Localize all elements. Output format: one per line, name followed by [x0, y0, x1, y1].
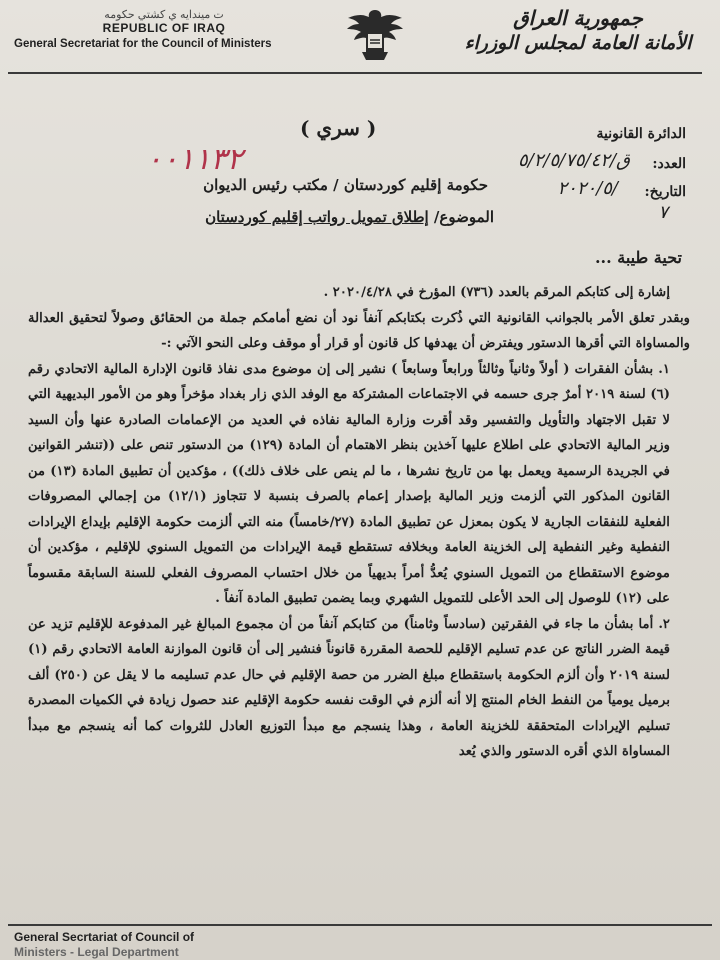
header-arabic: [458, 6, 698, 54]
body-paragraph-intro: وبقدر تعلق الأمر بالجوانب القانونية التي ذُكرت بكتابكم آنفاً نود أن نضع أمامكم جملة من الحقائق وصولاً لتحقيق العدالة والمساواة التي أقرها الدستور ويفترض أن يهدفها كل قانون أو قرار أو موقف وعلى النحو الآتي :-: [28, 310, 690, 351]
footer-line-1: General Secrtariat of Council of: [14, 930, 195, 944]
footer-line-2: Ministers - Legal Department: [14, 945, 179, 959]
number-value: ق/٥/٢/٥/٧٥/٤٢: [518, 150, 630, 171]
department-label: الدائرة القانونية: [596, 126, 686, 142]
body-paragraph-ref: إشارة إلى كتابكم المرقم بالعدد (٧٣٦) المؤرخ في ٢٠٢٠/٤/٢٨ .: [323, 285, 670, 300]
date-handwritten-mark: ٧: [658, 202, 668, 223]
subject-line: [205, 208, 494, 226]
header-council-ar: الأمانة العامة لمجلس الوزراء: [464, 32, 692, 54]
header-divider: [8, 72, 702, 74]
body-paragraph-point-1: ١. بشأن الفقرات ( أولاً وثانياً وثالثاً ورابعاً وسابعاً ) نشير إلى إن موضوع مدى نفاذ قانون الإدارة المالية الاتحادي رقم (٦) لسنة ٢٠١٩ أمرٌ جرى حسمه في الاجتماعات المشتركة مع الوفد الذي زار بغداد مؤخراً وهو من الأمور البديهية التي لا تقبل الاجتهاد والتأويل والتفسير وقد أقرت وزارة المالية نفاذه في العديد من الإعمامات الصادرة عنها وأن السيد وزير المالية الاتحادي على اطلاع عليها آخذين بنظر الاهتمام أن المادة (١٢٩) من الدستور تنص على ((تنشر القوانين في الجريدة الرسمية ويعمل بها من تاريخ نشرها ، ما لم ينص على خلاف ذلك)) ، مؤكدين أن تطبيق المادة (١٣) من القانون المذكور التي ألزمت وزير المالية بإصدار إعمام بالصرف بنسبة لا تتجاوز (١٢/١) من إجمالي المصروفات الفعلية للنفقات الجارية لا يكون بمعزل عن تطبيق المادة (٢٧/خامساً) منه التي ألزمت حكومة الإقليم بإيداع الإيرادات النفطية وغير النفطية إلى الخزينة العامة وبخلافه تستقطع قيمة الإيرادات من التمويل السنوي للإقليم ، مؤكدين أن موضوع الاستقطاع من التمويل السنوي يُعدُّ أمراً بديهياً من خلال احتساب المصروف الفعلي للسنة السابقة مقسوماً على (١٢) للوصول إلى الحد الأعلى للتمويل الشهري وبما يضمن تطبيق المادة آنفاً .: [28, 361, 670, 606]
iraq-eagle-emblem-icon: [340, 4, 410, 66]
header-kurdish-line: ت ميندايه ي كشتي حكومه: [104, 9, 224, 21]
letter-body: [28, 280, 690, 765]
red-stamp-number: ٠٠١١٣٢: [146, 142, 243, 177]
addressee: حكومة إقليم كوردستان / مكتب رئيس الديوان: [203, 176, 488, 194]
header-republic-en: REPUBLIC OF IRAQ: [102, 21, 226, 35]
greeting: تحية طيبة ...: [594, 248, 682, 267]
number-label: العدد:: [652, 156, 686, 172]
body-paragraph-point-2: ٢. أما بشأن ما جاء في الفقرتين (سادساً وثامناً) من كتابكم آنفاً من أن مجموع المبالغ غير المدفوعة للإقليم تزيد عن قيمة الضرر الناتج عن عدم تسليم الإقليم للحصة المقررة قانوناً فنشير إلى أن قانون الموازنة العامة الاتحادي رقم (١) لسنة ٢٠١٩ وأن ألزم الحكومة باستقطاع مبلغ الضرر من حصة الإقليم في حال عدم تسليمه ما لا يقل عن (٢٥٠) ألف برميل يومياً من النفط الخام المنتج إلا أنه ألزم في الوقت نفسه حكومة الإقليم عند حصول زيادة في الكميات المصدرة تسليم الإيرادات المتحققة للخزينة العامة ، وهذا ينسجم مع مبدأ التوزيع العادل للثروات كما أنه ينسجم مع مبدأ المساواة الذي أقره الدستور والذي يُعد: [28, 616, 670, 759]
header-council-en: General Secretariat for the Council of Ministers: [14, 38, 272, 50]
header-english: [14, 8, 314, 50]
subject-label: الموضوع/: [433, 208, 494, 226]
footer-divider: [8, 924, 712, 926]
subject-value: إطلاق تمويل رواتب إقليم كوردستان: [205, 208, 429, 226]
footer: [14, 930, 194, 960]
classification-label: ( سري ): [300, 116, 377, 140]
header-republic-ar: جمهورية العراق: [513, 6, 643, 30]
date-value: ٢٠٢٠/٥/: [557, 178, 618, 199]
date-label: التاريخ:: [644, 184, 686, 200]
